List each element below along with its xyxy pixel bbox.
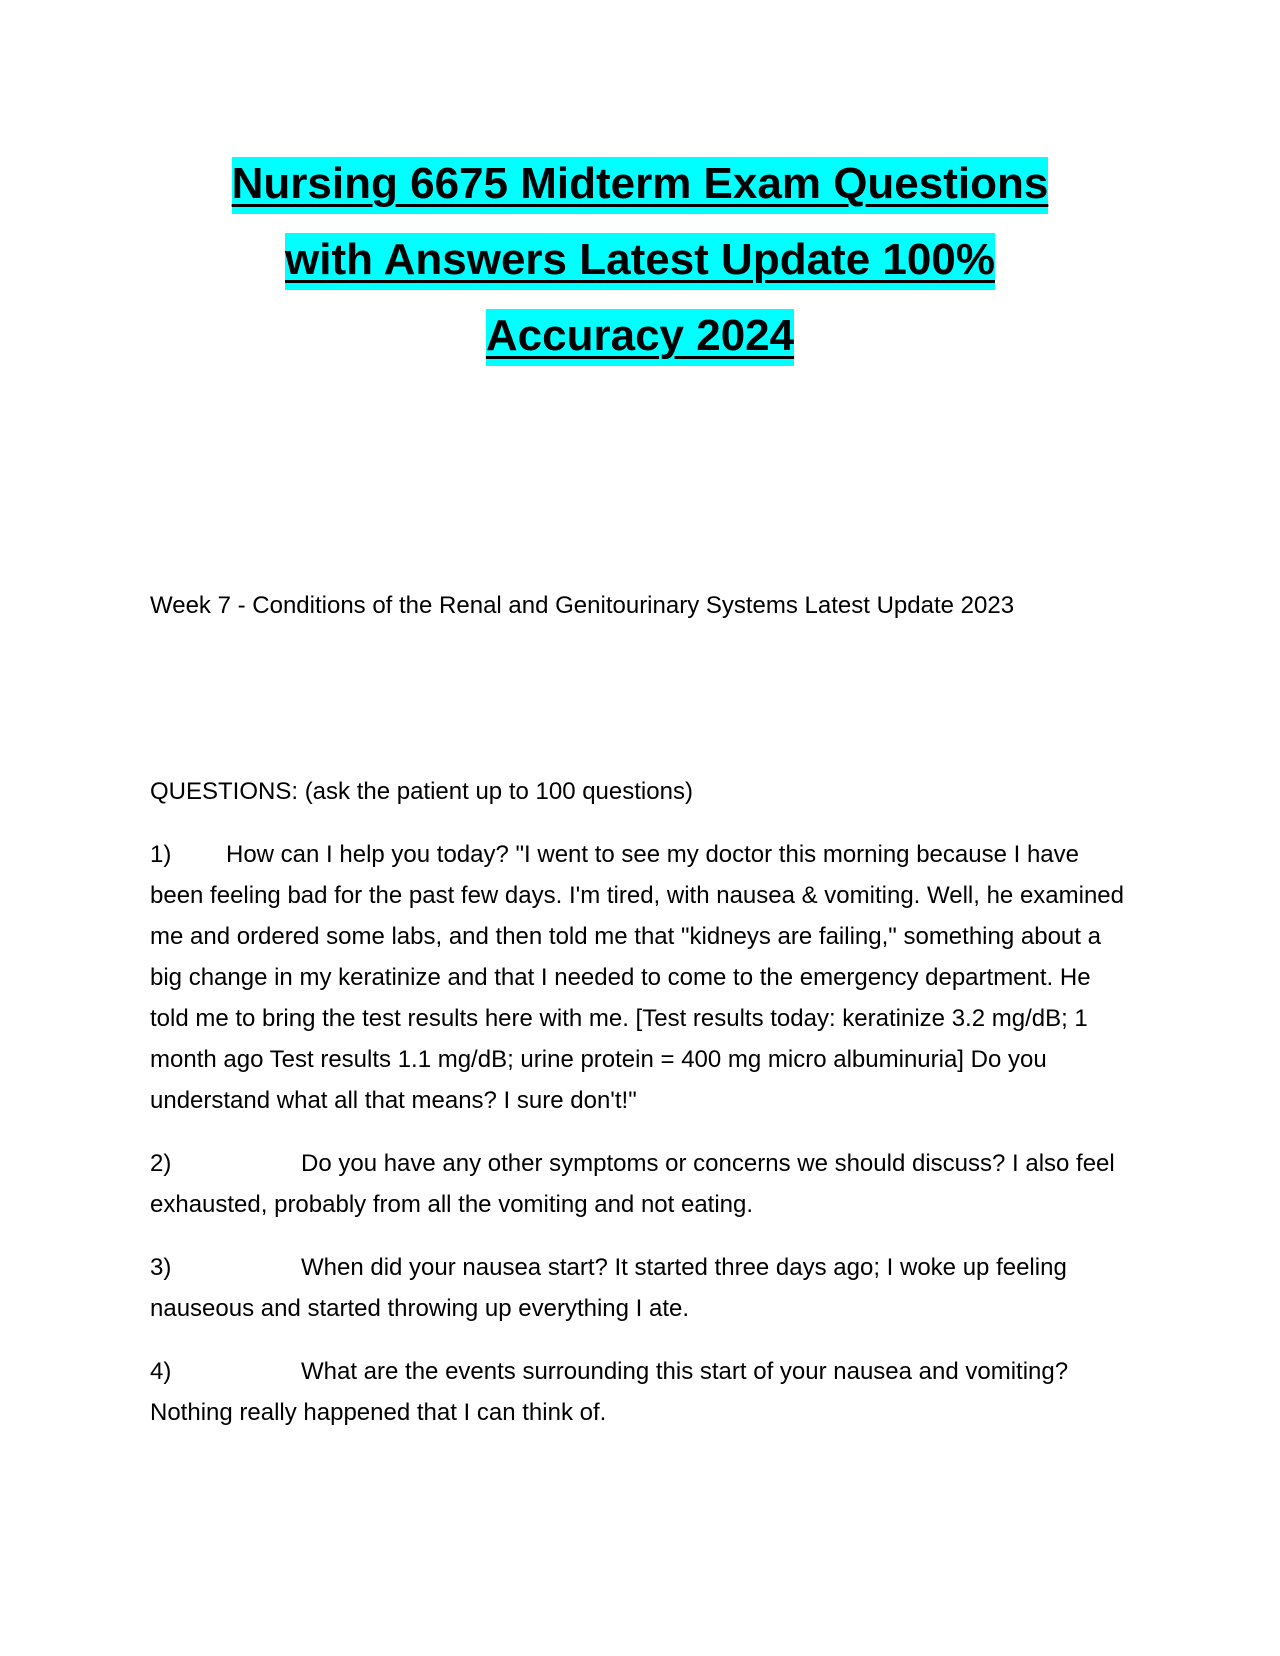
qa-item [150, 834, 1130, 1121]
title-line [150, 222, 1130, 298]
title-line [150, 146, 1130, 222]
qa-item [150, 1351, 1130, 1433]
qa-list [150, 834, 1130, 1455]
week-heading: Week 7 - Conditions of the Renal and Genitourinary Systems Latest Update 2023 [150, 592, 1015, 619]
title-line-text: with Answers Latest Update 100% [285, 233, 995, 290]
questions-header: QUESTIONS: (ask the patient up to 100 questions) [150, 778, 693, 805]
title-line-text: Accuracy 2024 [486, 309, 794, 366]
qa-text: Do you have any other symptoms or concerns we should discuss? I also feel exhausted, probably from all the vomiting and not eating. [150, 1150, 1115, 1218]
document-title [150, 146, 1130, 374]
qa-number: 2) [150, 1150, 172, 1177]
qa-number: 3) [150, 1254, 172, 1281]
qa-number: 4) [150, 1358, 172, 1385]
qa-text: How can I help you today? "I went to see my doctor this morning because I have been feeling bad for the past few days. I'm tired, with nausea & vomiting. Well, he examined me and ordered some labs, and then told me that "kidneys are failing," something about a big change in my keratinize and that I needed to come to the emergency department. He told me to bring the test results here with me. [Test results today: keratinize 3.2 mg/dB; 1 month ago Test results 1.1 mg/dB; urine protein = 400 mg micro albuminuria] Do you understand what all that means? I sure don't!" [150, 841, 1125, 1114]
qa-item [150, 1247, 1130, 1329]
qa-item [150, 1143, 1130, 1225]
qa-text: When did your nausea start? It started three days ago; I woke up feeling nauseous and started throwing up everything I ate. [150, 1254, 1067, 1322]
title-line-text: Nursing 6675 Midterm Exam Questions [232, 157, 1049, 214]
qa-text: What are the events surrounding this start of your nausea and vomiting? Nothing really happened that I can think of. [150, 1358, 1069, 1426]
title-line [150, 298, 1130, 374]
qa-number: 1) [150, 841, 172, 868]
